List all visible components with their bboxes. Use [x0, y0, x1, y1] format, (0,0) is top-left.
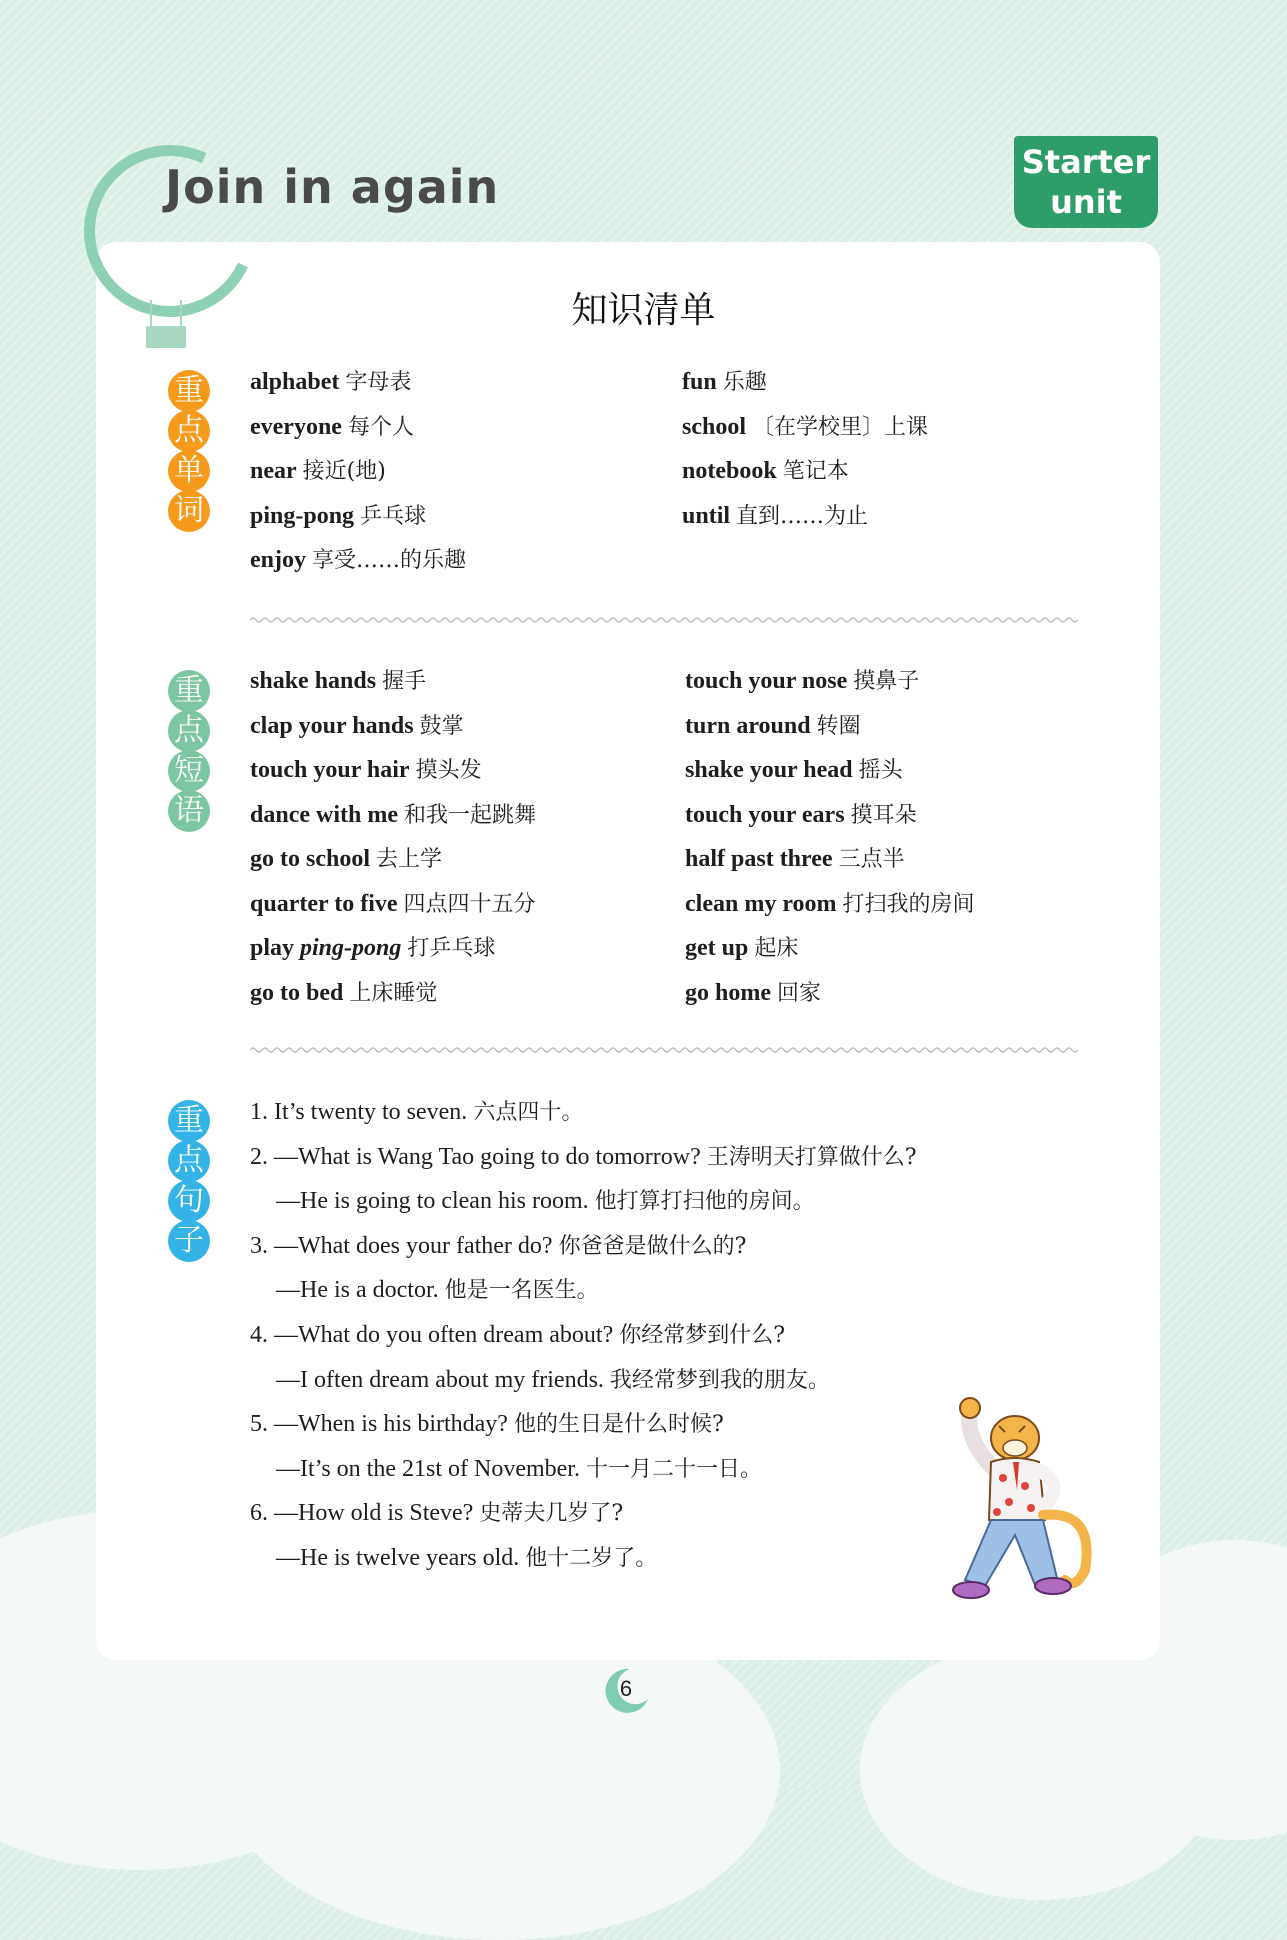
- tag-char: 单: [168, 450, 210, 492]
- word-chinese: 乒乓球: [360, 503, 427, 529]
- sentence-chinese: 十一月二十一日。: [585, 1456, 762, 1482]
- phrase-chinese: 打乒乓球: [407, 936, 496, 961]
- word-english: enjoy: [250, 547, 306, 573]
- phrase-chinese: 摸鼻子: [853, 669, 920, 694]
- phrase-english: get up: [685, 935, 749, 961]
- sentence-chinese: 六点四十。: [473, 1100, 584, 1125]
- phrase-english-italic: ping-pong: [300, 935, 402, 961]
- word-chinese: 乐趣: [722, 370, 767, 395]
- word-english: near: [250, 458, 297, 484]
- sentence-chinese: 史蒂夫几岁了?: [479, 1501, 624, 1527]
- phrase-item: [250, 837, 536, 882]
- word-english: everyone: [250, 413, 342, 440]
- word-item: [250, 360, 466, 405]
- phrase-chinese: 回家: [777, 980, 822, 1006]
- sentence-line: [250, 1402, 917, 1447]
- sentence-line: [250, 1358, 917, 1403]
- phrase-english: quarter to five: [250, 890, 398, 917]
- tag-char: 点: [168, 1140, 210, 1182]
- phrase-english: clap your hands: [250, 712, 414, 739]
- sentence-english: —I often dream about my friends.: [276, 1366, 604, 1393]
- sentence-line: [250, 1179, 917, 1224]
- phrase-english: play: [250, 935, 295, 961]
- phrase-chinese: 三点半: [838, 847, 905, 872]
- tag-char: 点: [168, 410, 210, 452]
- word-item: [250, 538, 466, 583]
- phrase-chinese: 起床: [754, 936, 799, 961]
- word-item: [250, 449, 466, 494]
- sentence-line: [250, 1135, 917, 1180]
- sentence-line: [250, 1313, 917, 1358]
- tag-char: 重: [168, 670, 210, 712]
- sentence-line: [250, 1491, 917, 1536]
- sentence-line: [250, 1268, 917, 1313]
- phrase-chinese: 摇头: [858, 758, 903, 783]
- sentence-english: —He is going to clean his room.: [276, 1188, 589, 1215]
- sentence-line: [250, 1536, 917, 1581]
- phrase-english: shake hands: [250, 668, 377, 694]
- phrase-item: [250, 793, 536, 838]
- word-item: [682, 494, 928, 539]
- word-item: [250, 405, 466, 450]
- page-number: 6: [619, 1676, 633, 1701]
- phrase-item: [250, 971, 536, 1016]
- word-english: notebook: [682, 458, 777, 484]
- sentence-english: 4. —What do you often dream about?: [250, 1321, 614, 1348]
- sentence-chinese: 我经常梦到我的朋友。: [609, 1367, 830, 1393]
- phrase-english: dance with me: [250, 801, 398, 828]
- wavy-divider: [250, 1045, 1078, 1055]
- phrase-chinese: 上床睡觉: [349, 980, 438, 1006]
- sentence-chinese: 你爸爸是做什么的?: [558, 1233, 747, 1259]
- key-sentences-tag: [168, 1100, 214, 1260]
- sentence-chinese: 你经常梦到什么?: [619, 1322, 786, 1348]
- phrase-chinese: 和我一起跳舞: [403, 802, 536, 828]
- sentence-chinese: 王涛明天打算做什么?: [706, 1144, 917, 1170]
- word-english: until: [682, 502, 731, 529]
- sentence-english: 3. —What does your father do?: [250, 1232, 553, 1259]
- phrase-item: [250, 926, 536, 971]
- word-chinese: 接近(地): [302, 459, 386, 484]
- word-english: school: [682, 413, 747, 440]
- unit-badge-line1: Starter: [1021, 143, 1151, 181]
- tiger-mascot-illustration: [925, 1390, 1110, 1605]
- unit-badge: [1014, 136, 1158, 228]
- sentence-line: [250, 1447, 917, 1492]
- phrase-item: [685, 882, 975, 927]
- word-english: alphabet: [250, 369, 340, 395]
- word-item: [682, 405, 928, 450]
- phrase-chinese: 摸耳朵: [850, 802, 917, 828]
- sentence-english: 6. —How old is Steve?: [250, 1500, 474, 1527]
- key-phrases-left-column: [250, 659, 536, 1015]
- word-item: [682, 360, 928, 405]
- sentence-line: [250, 1224, 917, 1269]
- phrase-item: [685, 659, 975, 704]
- page-title: Join in again: [165, 160, 500, 214]
- phrase-item: [685, 837, 975, 882]
- word-item: [250, 494, 466, 539]
- phrase-item: [685, 704, 975, 749]
- phrase-item: [685, 926, 975, 971]
- key-phrases-tag: [168, 670, 214, 830]
- tag-char: 重: [168, 1100, 210, 1142]
- word-chinese: 直到……为止: [736, 503, 869, 529]
- phrase-chinese: 摸头发: [415, 758, 482, 783]
- phrase-english: turn around: [685, 712, 811, 739]
- sentence-english: —He is twelve years old.: [276, 1544, 520, 1571]
- phrase-item: [250, 659, 536, 704]
- word-chinese: 笔记本: [782, 459, 849, 484]
- key-words-tag: [168, 370, 214, 530]
- key-sentences-list: [250, 1090, 917, 1581]
- phrase-english: go to bed: [250, 979, 344, 1006]
- section-title: 知识清单: [571, 290, 716, 331]
- tag-char: 子: [168, 1220, 210, 1262]
- phrase-chinese: 转圈: [816, 713, 861, 739]
- sentence-chinese: 他打算打扫他的房间。: [594, 1189, 815, 1215]
- phrase-english: shake your head: [685, 757, 853, 783]
- word-english: ping-pong: [250, 502, 355, 529]
- phrase-chinese: 握手: [382, 669, 427, 694]
- phrase-english: clean my room: [685, 890, 837, 917]
- wavy-divider: [250, 615, 1078, 625]
- sentence-chinese: 他的生日是什么时候?: [513, 1412, 724, 1438]
- phrase-english: touch your hair: [250, 757, 410, 783]
- word-chinese: 字母表: [345, 370, 412, 395]
- word-item: [682, 449, 928, 494]
- tag-char: 重: [168, 370, 210, 412]
- phrase-item: [250, 748, 536, 793]
- sentence-english: —It’s on the 21st of November.: [276, 1455, 580, 1482]
- phrase-english: half past three: [685, 846, 833, 872]
- phrase-english: touch your nose: [685, 668, 848, 694]
- phrase-english: go home: [685, 979, 771, 1006]
- phrase-chinese: 打扫我的房间: [842, 891, 975, 917]
- word-chinese: 每个人: [347, 414, 414, 440]
- tag-char: 短: [168, 750, 210, 792]
- unit-badge-line2: unit: [1050, 183, 1122, 221]
- sentence-english: 1. It’s twenty to seven.: [250, 1099, 468, 1125]
- word-english: fun: [682, 369, 717, 395]
- tag-char: 句: [168, 1180, 210, 1222]
- tag-char: 词: [168, 490, 210, 532]
- key-words-right-column: [682, 360, 928, 538]
- phrase-chinese: 去上学: [376, 847, 443, 872]
- phrase-item: [685, 971, 975, 1016]
- phrase-english: go to school: [250, 846, 370, 872]
- sentence-english: —He is a doctor.: [276, 1277, 439, 1304]
- key-phrases-right-column: [685, 659, 975, 1015]
- word-chinese: 享受……的乐趣: [312, 548, 467, 573]
- phrase-item: [250, 882, 536, 927]
- tag-char: 点: [168, 710, 210, 752]
- phrase-english: touch your ears: [685, 801, 845, 828]
- sentence-chinese: 他十二岁了。: [525, 1545, 658, 1571]
- tag-char: 语: [168, 790, 210, 832]
- phrase-item: [250, 704, 536, 749]
- sentence-english: 5. —When is his birthday?: [250, 1411, 508, 1438]
- phrase-chinese: 鼓掌: [419, 713, 464, 739]
- key-words-left-column: [250, 360, 466, 583]
- sentence-chinese: 他是一名医生。: [444, 1278, 599, 1304]
- phrase-item: [685, 748, 975, 793]
- sentence-line: [250, 1090, 917, 1135]
- word-chinese: 〔在学校里〕上课: [752, 414, 929, 440]
- sentence-english: 2. —What is Wang Tao going to do tomorrow?: [250, 1143, 701, 1170]
- phrase-chinese: 四点四十五分: [403, 891, 536, 917]
- phrase-item: [685, 793, 975, 838]
